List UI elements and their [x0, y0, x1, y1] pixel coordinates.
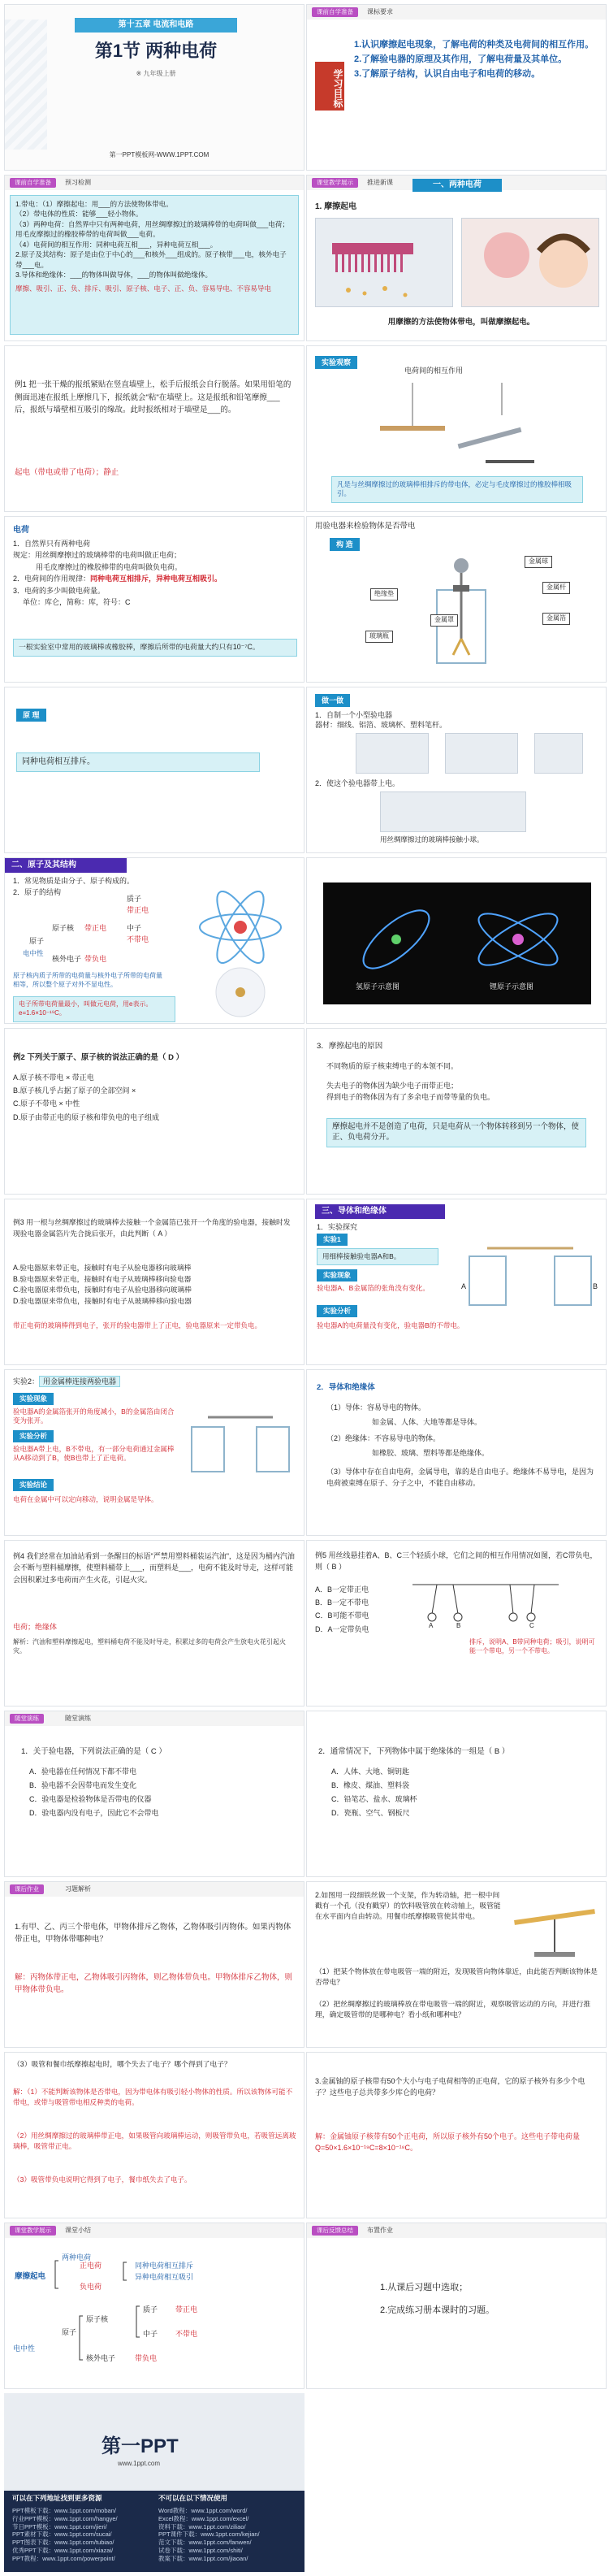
practice1-options: A．验电器在任何情况下都不带电 B．验电器不会因带电而发生变化 C．验电器是检验物体是否带电的仪器 D．验电器内没有电子，因此它不会带电: [29, 1767, 159, 1818]
ad-link[interactable]: PPT模板下载：www.1ppt.com/moban/: [12, 2507, 116, 2514]
example3-options: A.验电器原来带正电，接触时有电子从验电器移向玻璃棒 B.验电器原来带正电，接触时有电子从玻璃棒移向验电器 C.验电器原来带负电，接触时有电子从验电器移向玻璃棒 D.验电器原来带负电，接触时有电子从玻璃棒移向验电器: [13, 1264, 192, 1305]
ad-link[interactable]: PPT课件下载：www.1ppt.com/kejian/: [158, 2530, 260, 2539]
charges-heading: 电荷: [13, 526, 29, 535]
slide-atom: [4, 857, 304, 1024]
label-metal-ball: 金属球: [525, 556, 552, 568]
example5-options: A．B一定带正电 B．B一定不带电 C．B可能不带电 D．A一定带负电: [315, 1585, 369, 1633]
example3-question: 例3 用一根与丝绸摩擦过的玻璃棒去接触一个金属箔已张开一个角度的验电器，接触时发现验电器金属箔片先合拢后张开，由此判断（ A ）: [13, 1218, 291, 1238]
section-sub: 课标要求: [367, 8, 393, 15]
exp1-head: 实验1: [317, 1234, 348, 1246]
diy-materials: 器材：细线、铝箔、玻璃杯、塑料笔杆。: [315, 721, 447, 729]
neutron-charge: 不带电: [127, 935, 149, 943]
practice2-options: A．人体、大地、铜钥匙 B．橡皮、煤油、塑料袋 C．铅笔芯、盐水、玻璃杯 D．瓷瓶、空气、钢板尺: [331, 1767, 417, 1818]
preview-line: （2）带电体的性质：能够___轻小物体。: [15, 210, 143, 219]
cause-line: 失去电子的物体因为缺少电子而带正电；: [326, 1082, 459, 1090]
ad-link[interactable]: PPT素材下载：www.1ppt.com/sucai/: [12, 2530, 112, 2539]
decor-stripes: [5, 20, 47, 150]
exp2-conclusion-head: 实验结论: [13, 1479, 54, 1491]
label-bottle: 玻璃瓶: [365, 631, 393, 643]
homework2-a3: （3）吸管带负电说明它得到了电子，餐巾纸失去了电子。: [13, 2175, 192, 2184]
exp1-analysis: 验电器A的电荷量没有变化，验电器B的不带电。: [317, 1321, 464, 1329]
label-metal-cover: 金属罩: [430, 614, 458, 627]
ad-url: www.1ppt.com: [118, 2460, 161, 2467]
diy-photo: [380, 791, 526, 832]
example1-text: 例1 把一张干燥的报纸紧贴在竖直墙壁上，松手后报纸会自行脱落。如果用铅笔的侧面迅速在报纸上摩擦几下，报纸就会"粘"在墙壁上。这是报纸和铅笔摩擦___后，报纸与墙壁相互吸引的缘故。此时报纸相对于墙壁是___的。: [15, 380, 292, 415]
summary-proton-charge: 带正电: [175, 2305, 198, 2314]
box-title: 一、两种电荷: [412, 179, 502, 192]
slide-example4: [4, 1540, 304, 1706]
exp2-phenomenon: 验电器A的金属箔张开的角度减小，B的金属箔由闭合变为张开。: [13, 1407, 175, 1425]
ball-label-b: B: [456, 1622, 461, 1629]
summary-friction: 摩擦起电: [15, 2272, 46, 2281]
homework2-question: 2.如图用一段细铁丝做一个支架，作为转动轴，把一根中间戳有一个孔（没有戳穿）的饮料吸管放在转动轴上，吸管能在水平面内自由转动。用餐巾纸摩擦吸管使其带电。: [315, 1891, 501, 1921]
neutron-label: 中子: [127, 924, 142, 932]
conductor-l1: 1．实验探究: [317, 1223, 358, 1231]
section-sub: 布置作业: [367, 2227, 393, 2234]
cup-image-3: [534, 733, 583, 774]
diy-head: 做一做: [315, 694, 350, 707]
principle-head: 原 理: [16, 709, 46, 722]
preview-line: （4）电荷间的相互作用：同种电荷互相___，异种电荷互相___。: [15, 240, 218, 249]
ball-label-c: C: [529, 1622, 534, 1629]
slide-electroscope: [306, 516, 607, 683]
exp2-phenomenon-head: 实验现象: [13, 1393, 54, 1405]
chapter-label: 第十五章 电流和电路: [75, 18, 237, 33]
exp2-conclusion: 电荷在金属中可以定向移动，说明金属是导体。: [13, 1495, 158, 1503]
ci-line: 如橡胶、玻璃、塑料等都是绝缘体。: [372, 1449, 490, 1457]
summary-electron-charge: 带负电: [135, 2354, 158, 2362]
rubbing-caption: 用摩擦的方法使物体带电，叫做摩擦起电。: [387, 318, 535, 327]
practice2-question: 2．通常情况下，下列物体中属于绝缘体的一组是（ B ）: [318, 1747, 510, 1756]
section-tag: 课堂教学展示: [312, 178, 358, 188]
diy-step1: 1．自制一个小型验电器: [315, 711, 393, 719]
summary-electron: 核外电子: [86, 2354, 116, 2362]
section-tag: 随堂演练: [10, 1714, 44, 1724]
atom-caption: 原子核内质子所带的电荷量与核外电子所带的电荷量相等，所以整个原子对外不显电性。: [13, 972, 162, 988]
example1-answers: 起电（带电或带了电荷）；静止: [15, 468, 119, 477]
slide-preview: [4, 175, 304, 341]
summary-proton: 质子: [143, 2305, 158, 2314]
goals-list: [354, 37, 598, 81]
summary-negative: 负电荷: [80, 2283, 102, 2291]
slide-assignment: [306, 2223, 607, 2389]
preview-line: （3）两种电荷：自然界中只有两种电荷，用丝绸摩擦过的玻璃棒带的电荷叫做___电荷；用毛皮摩擦过的橡胶棒带的电荷叫做___电荷。: [15, 219, 290, 239]
elementary-charge-note: 电子所带电荷量最小，叫做元电荷，用e表示。e=1.6×10⁻¹⁹C。: [13, 996, 175, 1022]
ad-link[interactable]: PPT图表下载：www.1ppt.com/tubiao/: [12, 2539, 114, 2546]
slide-charges: [4, 516, 304, 683]
slide-homework2-answer: [4, 2052, 304, 2218]
ad-link[interactable]: 行业PPT模板：www.1ppt.com/hangye/: [12, 2514, 118, 2522]
goal-item: 2.了解验电器的原理及其作用，了解电荷量及其单位。: [354, 54, 568, 65]
slide-example3: [4, 1199, 304, 1365]
atom-label: 原子: [29, 937, 45, 945]
label-insulator-pad: 绝缘垫: [370, 588, 398, 601]
slide-homework1: [4, 1881, 304, 2048]
slide-example1: [4, 345, 304, 512]
section-tag: 课前自学准备: [10, 178, 56, 188]
ad-link[interactable]: 优秀PPT下载：www.1ppt.com/xiazai/: [12, 2546, 114, 2554]
summary-neutral: 电中性: [13, 2344, 36, 2353]
cause-box: 摩擦起电并不是创造了电荷，只是电荷从一个物体转移到另一个物体，使正、负电荷分开。: [326, 1118, 586, 1147]
slide-title: [4, 4, 304, 171]
ci-line: （3）导体中存在自由电荷，金属导电，靠的是自由电子。绝缘体不易导电，是因为电荷被束缚在原子、分子之中，不能自由移动。: [326, 1468, 594, 1488]
proton-label: 质子: [127, 895, 142, 903]
homework1-question: 1.有甲、乙、丙三个带电体，甲物体排斥乙物体，乙物体吸引丙物体。如果丙物体带正电，甲物体带哪种电？: [15, 1923, 292, 1945]
summary-attract: 异种电荷相互吸引: [135, 2273, 194, 2281]
homework2-q2: （2）把丝绸摩擦过的玻璃棒放在带电吸管一端的附近，观察吸管运动的方向，并进行推理，确定吸管带的是哪种电？看小纸和哪种电？: [315, 2000, 591, 2019]
example4-answers: 电荷；绝缘体: [13, 1623, 58, 1631]
slide-homework2: [306, 1881, 607, 2048]
example3-note: 带正电荷的玻璃棒得到电子，张开的验电器带上了正电，验电器原来一定带负电。: [13, 1321, 262, 1329]
homework2-q1: （1）把某个物体放在带电吸管一端的附近，发现吸管向物体靠近，由此能否判断该物体是否带电？: [315, 1967, 598, 1987]
slide-atom-models: [306, 857, 607, 1024]
observe-title: 电荷间的相互作用: [404, 366, 464, 375]
slide-exp2: [4, 1369, 304, 1536]
goal-item: 3.了解原子结构，认识自由电子和电荷的移动。: [354, 69, 541, 80]
section-title: 第1节 两种电荷: [94, 41, 218, 61]
svg-text:A: A: [461, 1282, 467, 1290]
ad-links-left: [12, 2507, 154, 2562]
slide-practice2: [306, 1711, 607, 1877]
observe-caption: 凡是与丝绸摩擦过的玻璃棒相排斥的带电体，必定与毛皮摩擦过的橡胶棒相吸引。: [331, 476, 583, 503]
homework1-answer: 解：丙物体带正电，乙物体吸引丙物体，则乙物体带负电。甲物体排斥乙物体，则甲物体带负电。: [15, 1973, 293, 1995]
exp1-diagram: [461, 1232, 599, 1313]
ad-heading-left: 可以在下列地址找到更多资源: [12, 2494, 102, 2502]
nucleus-label: 原子核: [52, 924, 75, 932]
electron-label: 核外电子: [52, 955, 82, 963]
preview-box: [10, 195, 299, 335]
balls-diagram: [412, 1581, 559, 1630]
section-tag: 课后反馈总结: [312, 2226, 358, 2236]
assignment-l2: 2.完成练习册本课时的习题。: [380, 2305, 495, 2315]
summary-repel: 同种电荷相互排斥: [135, 2262, 194, 2270]
girl-balloon-image: [461, 218, 599, 307]
slide-diy: [306, 687, 607, 853]
assignment-l1: 1.从课后习题中选取；: [380, 2283, 469, 2292]
slide-summary: [4, 2223, 304, 2389]
example4-question: 例4 我们经常在加油站看到一条醒目的标语"严禁用塑料桶装运汽油"，这是因为桶内汽油会不断与塑料桶摩擦，使塑料桶带上___，而塑料是___，电荷不能及时导走，这样可能会因积累过多电荷而产生火花，引起火灾。: [13, 1552, 295, 1584]
atom-bar: 二、原子及其结构: [5, 858, 127, 873]
ad-heading-right: 不可以在以下情况使用: [158, 2494, 228, 2502]
proton-charge: 带正电: [127, 906, 149, 914]
cup-image-2: [445, 733, 518, 774]
observe-head: 实验观察: [315, 356, 357, 369]
homework3-question: 3.金属铀的原子核带有50个大小与电子电荷相等的正电荷，它的原子核外有多少个电子？这些电子总共带多少库仑的电荷？: [315, 2077, 585, 2097]
preview-line: 3.导体和绝缘体：___的物体叫做导体，___的物体叫做绝缘体。: [15, 271, 213, 280]
preview-line: 1.带电：（1）摩擦起电：用___的方法使物体带电。: [15, 200, 173, 208]
section-sub: 预习检测: [65, 179, 91, 186]
homework2-q3: （3）吸管和餐巾纸摩擦起电时，哪个失去了电子？哪个得到了电子？: [13, 2060, 231, 2068]
slide-principle: [4, 687, 304, 853]
section-sub: 习题解析: [65, 1885, 91, 1893]
charges-note: 一根实验室中常用的玻璃棒或橡胶棒，摩擦后所带的电荷量大约只有10⁻⁷C。: [13, 639, 297, 657]
conductor-bar: 三、导体和绝缘体: [315, 1204, 445, 1219]
slide-conductor: [306, 1199, 607, 1365]
nucleus-charge: 带正电: [84, 924, 107, 932]
cause-line: 不同物质的原子核束缚电子的本领不同。: [326, 1062, 459, 1070]
diy-step2: 2．使这个验电器带上电。: [315, 779, 400, 787]
ad-link[interactable]: 范文下载：www.1ppt.com/fanwen/: [158, 2539, 252, 2546]
preview-line: 2.原子及其结构：原子是由位于中心的___和核外___组成的。原子核带___电，核外电子带___电。: [15, 250, 287, 269]
grade-label: ※ 九年级上册: [136, 70, 176, 77]
cause-heading: 3．摩擦起电的原因: [317, 1042, 383, 1051]
svg-text:B: B: [593, 1282, 598, 1290]
summary-atom: 原子: [62, 2328, 77, 2336]
slide-rubbing: [306, 175, 607, 341]
ci-heading: 2．导体和绝缘体: [317, 1383, 375, 1392]
ad-link[interactable]: Excel教程：www.1ppt.com/excel/: [158, 2514, 249, 2522]
slide-practice1: [4, 1711, 304, 1877]
site-label: 第一PPT模板网-WWW.1PPT.COM: [109, 151, 209, 158]
atom-model-image: [192, 891, 289, 964]
diy-caption: 用丝绸摩擦过的玻璃棒接触小球。: [380, 835, 484, 843]
slide-example2: [4, 1028, 304, 1195]
exp2-analysis-head: 实验分析: [13, 1430, 54, 1442]
goals-side-label: 学习目标: [315, 62, 344, 111]
homework2-a1: 解：（1）不能判断该物体是否带电，因为带电体有吸引轻小物体的性质。所以该物体可能不带电，或带与吸管带电相反种类的电荷。: [13, 2088, 293, 2106]
electron-charge: 带负电: [84, 955, 107, 963]
ad-link[interactable]: 节日PPT模板：www.1ppt.com/jieri/: [12, 2522, 107, 2530]
section-sub: 推进新课: [367, 179, 393, 186]
section-tag: 课堂教学展示: [10, 2226, 56, 2236]
example2-options: A.原子核不带电 × 带正电 B.原子核几乎占据了原子的全部空间 × C.原子不带电 × 中性 D.原子由带正电的原子核和带负电的电子组成: [13, 1073, 160, 1121]
section-tag: 课后作业: [10, 1884, 44, 1894]
atom-neutral: 电中性: [23, 949, 44, 957]
ci-line: （1）导体：容易导电的物体。: [326, 1403, 426, 1412]
exp1-text: 用细棒接触验电器A和B。: [317, 1248, 438, 1265]
summary-positive: 正电荷: [80, 2262, 102, 2270]
atom-l2: 2．原子的结构: [13, 888, 62, 896]
cause-line: 得到电子的物体因为有了多余电子而带等量的负电。: [326, 1093, 495, 1101]
summary-nucleus: 原子核: [86, 2315, 109, 2323]
example2-question: 例2 下列关于原子、原子核的说法正确的是（ D ）: [13, 1053, 184, 1062]
slide-friction-cause: [306, 1028, 607, 1195]
section-sub: 课堂小结: [65, 2227, 91, 2234]
ad-link[interactable]: 教案下载：www.1ppt.com/jiaoan/: [158, 2554, 248, 2562]
homework3-answer: 解：金属铀原子核带有50个正电荷，所以原子核外有50个电子。这些电子带电荷量Q=50×1.6×10⁻¹⁹C=8×10⁻¹⁸C。: [315, 2132, 581, 2153]
atom-l1: 1．常见物质是由分子、原子构成的。: [13, 877, 135, 885]
summary-brackets: [5, 2223, 304, 2389]
goal-item: 1.认识摩擦起电现象，了解电荷的种类及电荷间的相互作用。: [354, 40, 594, 50]
exp1-phenomenon: 验电器A、B金属箔的张角没有变化。: [317, 1284, 430, 1292]
exp2-analysis: 验电器A带上电，B不带电，有一部分电荷通过金属棒从A移动到了B，使B也带上了正电荷。: [13, 1445, 175, 1463]
ci-line: （2）绝缘体：不容易导电的物体。: [326, 1434, 441, 1442]
practice1-question: 1．关于验电器，下列说法正确的是（ C ）: [21, 1747, 166, 1756]
ad-link[interactable]: 试卷下载：www.1ppt.com/shiti/: [158, 2546, 243, 2554]
lithium-caption: 锂原子示意图: [490, 982, 534, 991]
exp1-analysis-head: 实验分析: [317, 1305, 357, 1317]
comb-paper-image: [315, 218, 453, 307]
example5-note: 排斥，说明A、B带同种电荷；吸引，说明可能一个带电，另一个不带电。: [469, 1638, 595, 1654]
section-sub: 随堂演练: [65, 1715, 91, 1722]
ci-line: 如金属、人体、大地等都是导体。: [372, 1418, 482, 1426]
label-metal-rod: 金属杆: [542, 582, 570, 594]
slide-goals: [306, 4, 607, 171]
structure-head: 构 造: [330, 538, 360, 551]
electroscope-intro: 用验电器来检验物体是否带电: [315, 522, 416, 531]
exp2-diagram: [184, 1394, 297, 1476]
summary-two-charges: 两种电荷: [62, 2253, 92, 2262]
example4-analysis: 解析：汽油和塑料摩擦起电，塑料桶电荷不能及时导走，积累过多的电荷会产生放电火花引起火灾。: [13, 1638, 286, 1654]
rods-diagram: [364, 379, 551, 468]
ball-label-a: A: [429, 1622, 434, 1629]
homework2-a2: （2）用丝绸摩擦过的玻璃棒带正电，如果吸管向玻璃棒运动，则吸管带负电，若吸管远离玻璃棒，吸管带正电。: [13, 2131, 296, 2150]
slide-homework3: [306, 2052, 607, 2218]
ad-link[interactable]: 资料下载：www.1ppt.com/ziliao/: [158, 2522, 246, 2530]
principle-text: 同种电荷相互排斥。: [16, 752, 260, 772]
topic-title: 1. 摩擦起电: [315, 202, 357, 211]
slide-conductor-insulator: [306, 1369, 607, 1536]
summary-neutron-charge: 不带电: [175, 2330, 198, 2338]
slide-ad: [4, 2393, 304, 2572]
summary-neutron: 中子: [143, 2330, 158, 2338]
ad-link[interactable]: Word教程：www.1ppt.com/word/: [158, 2507, 248, 2514]
hydrogen-caption: 氢原子示意图: [356, 982, 400, 991]
label-metal-foil: 金属箔: [542, 613, 570, 625]
ad-link[interactable]: PPT教程：www.1ppt.com/powerpoint/: [12, 2554, 115, 2562]
ad-links-right: [158, 2507, 300, 2562]
cup-image-1: [356, 733, 429, 774]
electron-cloud-image: [200, 964, 281, 1021]
ad-logo: 第一PPT: [102, 2435, 179, 2457]
slide-example5: [306, 1540, 607, 1706]
example5-question: 例5 用丝线悬挂着A、B、C三个轻质小球，它们之间的相互作用情况如图，若C带负电，则（ B ）: [315, 1551, 598, 1571]
exp1-phenomenon-head: 实验现象: [317, 1269, 357, 1281]
exp2-title: 实验2： 用金属棒连接两验电器: [13, 1377, 120, 1386]
preview-answers: 摩擦、吸引、正、负、排斥、吸引、原子核、电子、正、负、容易导电、不容易导电: [15, 284, 271, 293]
charges-body: 1．自然界只有两种电荷 规定：用丝绸摩擦过的玻璃棒带的电荷叫做正电荷； 用毛皮摩擦过的橡胶棒带的电荷叫做负电荷。 2．电荷间的作用规律：同种电荷互相排斥，异种电荷互相吸引。 3．电荷的多少叫做电荷量。 单位：库仑，简称：库，符号：C: [13, 540, 222, 606]
straw-diagram: [510, 1895, 599, 1960]
section-tag: 课前自学准备: [312, 7, 358, 17]
slide-observe: [306, 345, 607, 512]
